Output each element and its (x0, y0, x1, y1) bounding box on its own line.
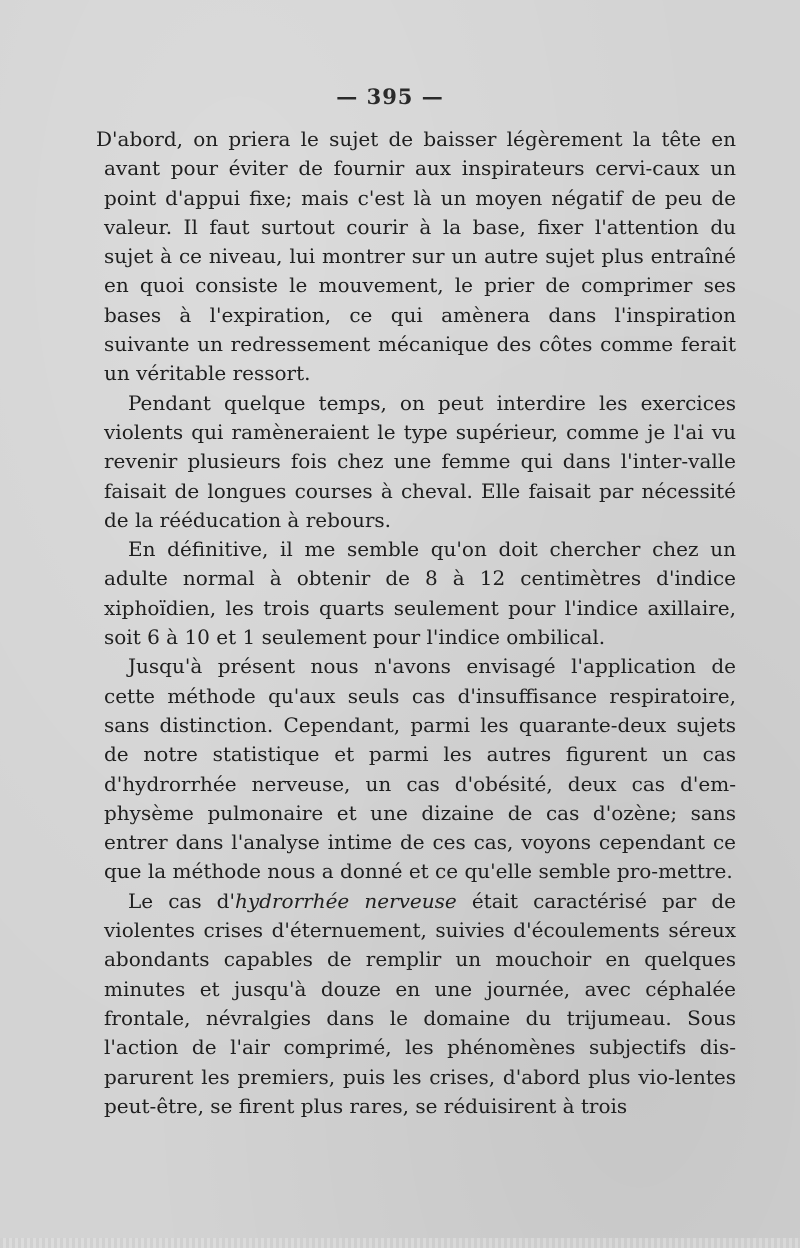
paragraph-5-after: était caractérisé par de violentes crises d'éternuement, suivies d'écoulements séreux abondants capables de remplir un mouchoir en quelques minutes et jusqu'à douze en une journée, avec céphalée frontale, névralgies dans le domaine du trijumeau. Sous l'action de l'air comprimé, les phénomènes subjectifs dis-parurent les premiers, puis les crises, d'abord plus vio-lentes peut-être, se firent plus rares, se réduisirent à trois (104, 888, 737, 1118)
paragraph-5-italic-term: hydrorrhée nerveuse (235, 888, 457, 913)
paragraph-3: En définitive, il me semble qu'on doit chercher chez un adulte normal à obtenir de 8 à 12 centimètres d'indice xiphoïdien, les trois quarts seulement pour l'indice axillaire, soit 6 à 10 et 1 seulement pour l'indice ombilical. (104, 537, 736, 650)
paragraph-5-before: Le cas d' (128, 888, 235, 913)
paragraph-1: D'abord, on priera le sujet de baisser légèrement la tête en avant pour éviter de fournir aux inspirateurs cervi-caux un point d'appui fixe; mais c'est là un moyen négatif de peu de valeur. Il faut surtout courir à la base, fixer l'attention du sujet à ce niveau, lui montrer sur un autre sujet plus entraîné en quoi consiste le mouvement, le prier de comprimer ses bases à l'expiration, ce qui amènera dans l'inspiration suivante un redressement mécanique des côtes comme ferait un véritable ressort. (96, 127, 736, 386)
paragraph-4: Jusqu'à présent nous n'avons envisagé l'application de cette méthode qu'aux seuls cas d'insuffisance respiratoire, sans distinction. Cependant, parmi les quarante-deux sujets de notre statistique et parmi les autres figurent un cas d'hydrorrhée nerveuse, un cas d'obésité, deux cas d'em-physème pulmonaire et une dizaine de cas d'ozène; sans entrer dans l'analyse intime de ces cas, voyons cependant ce que la méthode nous a donné et ce qu'elle semble pro-mettre. (104, 654, 736, 884)
paragraph-5 (104, 887, 736, 1121)
page-number: — 395 — (336, 84, 444, 109)
paragraph-2: Pendant quelque temps, on peut interdire les exercices violents qui ramèneraient le type supérieur, comme je l'ai vu revenir plusieurs fois chez une femme qui dans l'inter-valle faisait de longues courses à cheval. Elle faisait par nécessité de la rééducation à rebours. (104, 390, 736, 532)
page-bottom-edge (0, 1238, 800, 1248)
body-text (96, 125, 737, 1121)
